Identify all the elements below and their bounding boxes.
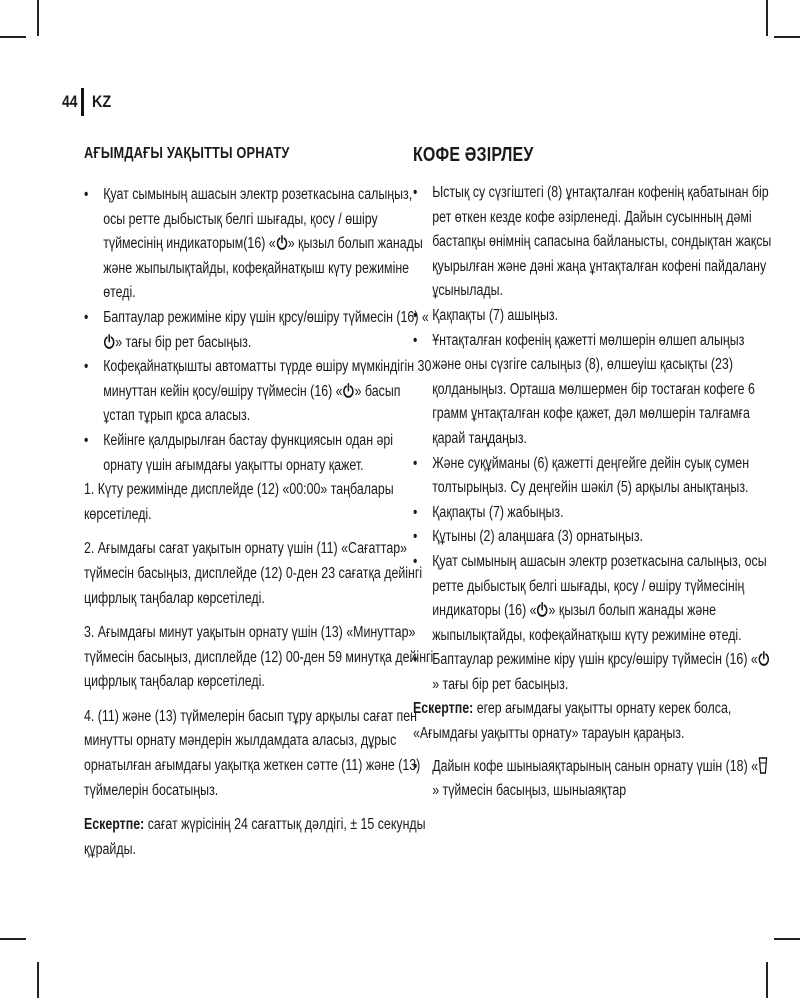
crop-mark [37,0,39,36]
step-paragraph: 1. Күту режимінде дисплейде (12) «00:00» таңбалары көрсетіледі. [84,481,394,523]
list-item: • Кофеқайнатқышты автоматты түрде өшіру мүмкіндігін 30 минуттан кейін қосу/өшіру түймесін (16) « » басып ұстап тұрып қрса аласыз. [84,355,434,429]
page-number: 44 [62,92,78,111]
crop-mark [774,36,800,38]
list-item: • Баптаулар режиміне кіру үшін қрсу/өшіру түймесін (16) « » тағы бір рет басыңыз. [84,306,434,355]
right-bullet-list-2 [413,755,773,804]
list-item: • Және суқұйманы (6) қажетті деңгейге дейін суық сумен толтырыңыз. Су деңгейін шәкіл (5) арқылы анықтаңыз. [413,452,773,501]
power-icon [758,651,770,666]
list-item: • Дайын кофе шыныаяқтарының санын орнату үшін (18) « » түймесін басыңыз, шыныаяқтар [413,755,773,804]
list-item: • Баптаулар режиміне кіру үшін қрсу/өшіру түймесін (16) « » тағы бір рет басыңыз. [413,648,773,697]
header-divider [81,88,84,116]
crop-mark [774,938,800,940]
step-paragraph: 3. Ағымдағы минут уақытын орнату үшін (13) «Минуттар» түймесін басыңыз, дисплейде (12) 00-ден 59 минутқа дейінгі цифрлық таңбалар көрсетіледі. [84,624,434,691]
step-paragraph: 2. Ағымдағы сағат уақытын орнату үшін (11) «Сағаттар» түймесін басыңыз, дисплейде (12) 0-ден 23 сағатқа дейінгі цифрлық таңбалар көрсетіледі. [84,540,423,607]
list-item: • Қақпақты (7) жабыңыз. [413,501,773,526]
list-item: • Ыстық су сүзгіштегі (8) ұнтақталған кофенің қабатынан бір рет өткен кезде кофе әзірленеді. Дайын сусынның дәмі бастапқы өнімнің сапасына байланысты, сондықтан жақсы қуырылған және дәні жаңа ұнтақталған кофені пайдалану ұсынылады. [413,181,773,304]
cup-icon [758,756,768,775]
list-item: • Қақпақты (7) ашыңыз. [413,304,773,329]
crop-mark [766,962,768,998]
list-item: • Ұнтақталған кофенің қажетті мөлшерін өлшеп алыңыз және оны сүзгіге салыңыз (8), өлшеуіш қасықты (23) қолданыңыз. Орташа мөлшермен бір тостаған кофеге 6 грамм ұнтақталған кофе қажет, дәл мөлшерін талғамға қарай таңдаңыз. [413,329,773,452]
right-bullet-list [413,181,773,697]
left-bullet-list [84,183,434,478]
section-title-current-time: АҒЫМДАҒЫ УАҚЫТТЫ ОРНАТУ [84,145,290,162]
list-item: • Қуат сымының ашасын электр розеткасына салыңыз, осы ретте дыбыстық белгі шығады, қосу / өшіру түймесінің индикаторы (16) « » қызыл болып жанады және жыпылықтайды, кофеқайнатқыш күту режиміне өтеді. [413,550,773,648]
note-label: Ескертпе: [84,816,145,834]
list-item: • Қуат сымының ашасын электр розеткасына салыңыз, осы ретте дыбыстық белгі шығады, қосу / өшіру түймесінің индикаторым(16) « » қызыл болып жанады және жыпылықтайды, кофеқайнатқыш күту режиміне өтеді. [84,183,434,306]
power-icon [537,602,549,617]
crop-mark [0,938,26,940]
left-column [84,143,434,862]
right-column [413,143,773,804]
section-title-coffee-making: КОФЕ ӘЗІРЛЕУ [413,144,534,166]
step-paragraph: 4. (11) және (13) түймелерін басып тұру арқылы сағат пен минутты орнату мәндерін жылдамдата аласыз, дұрыс орнатылған ағымдағы уақытқа жеткен сәтте (11) және (13) түймелерін босатыңыз. [84,707,421,799]
power-icon [343,383,355,398]
language-code: KZ [91,92,112,111]
crop-mark [0,36,26,38]
crop-mark [37,962,39,998]
note-paragraph: Ескертпе: сағат жүрісінің 24 сағаттық дәлдігі, ± 15 секунды құрайды. [84,816,426,858]
list-item: • Құтыны (2) алаңшаға (3) орнатыңыз. [413,525,773,550]
power-icon [276,235,288,250]
list-item: • Кейінге қалдырылған бастау функциясын одан әрі орнату үшін ағымдағы уақытты орнату қажет. [84,429,434,478]
power-icon [103,334,115,349]
page-header [62,88,115,116]
note-paragraph: Ескертпе: егер ағымдағы уақытты орнату керек болса, «Ағымдағы уақытты орнату» тарауын қараңыз. [413,700,732,743]
crop-mark [766,0,768,36]
note-label: Ескертпе: [413,700,474,718]
